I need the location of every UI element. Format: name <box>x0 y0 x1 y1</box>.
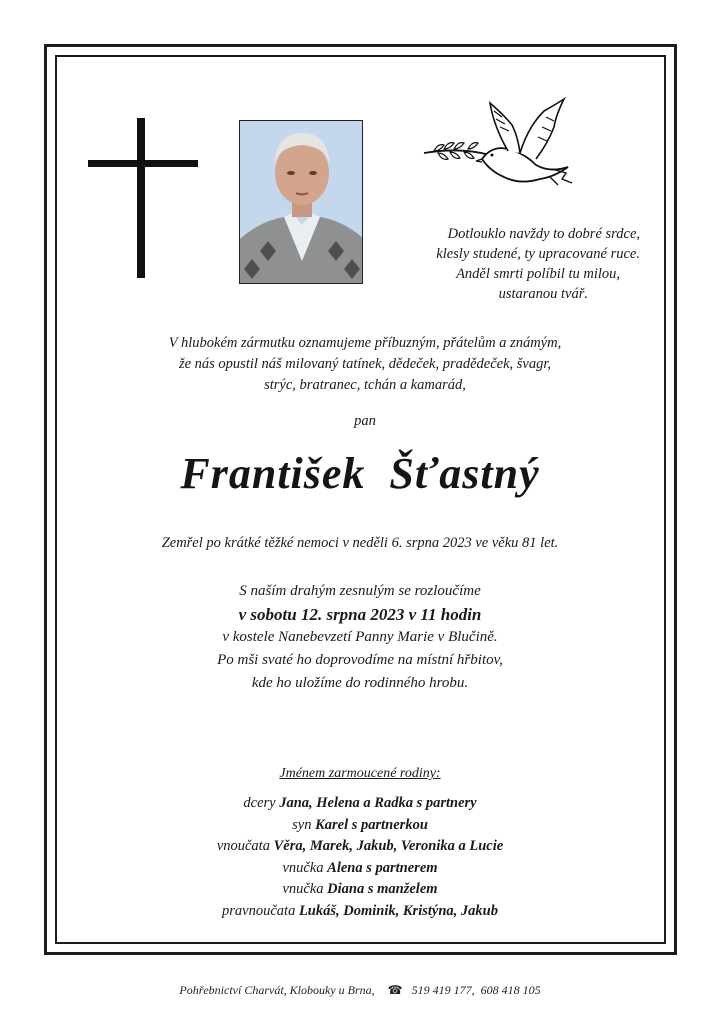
phone-icon: ☎ <box>387 983 403 997</box>
family-member: vnučka Alena s partnerem <box>282 859 438 876</box>
family-member: dcery Jana, Helena a Radka s partnery <box>243 795 477 811</box>
family-member: pravnoučata Lukáš, Dominik, Kristýna, Jakub <box>222 902 498 919</box>
funeral-details <box>60 580 660 695</box>
funeral-home-name: Pohřebnictví Charvát, Klobouky u Brna, <box>179 983 375 997</box>
honorific: pan <box>354 413 376 429</box>
funeral-date: v sobotu 12. srpna 2023 v 11 hodin <box>238 605 482 624</box>
funeral-line: kde ho uložíme do rodinného hrobu. <box>251 675 469 691</box>
memorial-poem <box>380 224 640 304</box>
announcement-line: V hlubokém zármutku oznamujeme příbuzným, přátelům a známým, <box>168 335 562 351</box>
family-member: vnučka Diana s manželem <box>282 881 438 897</box>
deceased-name: František Šťastný <box>180 449 540 498</box>
announcement-line: strýc, bratranec, tchán a kamarád, <box>264 377 466 393</box>
family-list <box>60 793 660 922</box>
dove-icon <box>420 97 582 197</box>
announcement <box>70 333 660 396</box>
funeral-home-footer <box>60 983 660 998</box>
family-member: vnoučata Věra, Marek, Jakub, Veronika a Lucie <box>216 838 504 854</box>
announcement-line: že nás opustil náš milovaný tatínek, dědeček, pradědeček, švagr, <box>178 356 552 372</box>
family-heading: Jménem zarmoucené rodiny: <box>279 766 441 781</box>
phone-numbers: 519 419 177, 608 418 105 <box>411 983 541 997</box>
poem-line: klesly studené, ty upracované ruce. <box>436 246 640 262</box>
portrait-photo <box>239 120 363 284</box>
poem-line: ustaranou tvář. <box>498 286 588 302</box>
death-notice: Zemřel po krátké těžké nemoci v neděli 6. srpna 2023 ve věku 81 let. <box>161 535 559 551</box>
poem-line: Dotlouklo navždy to dobré srdce, <box>447 226 640 242</box>
funeral-line: Po mši svaté ho doprovodíme na místní hřbitov, <box>217 652 503 668</box>
cross-icon <box>88 118 198 278</box>
funeral-line: S naším drahým zesnulým se rozloučíme <box>239 583 481 599</box>
funeral-line: v kostele Nanebevzetí Panny Marie v Blučině. <box>222 629 498 645</box>
family-member: syn Karel s partnerkou <box>292 816 428 833</box>
poem-line: Anděl smrti políbil tu milou, <box>456 266 620 282</box>
